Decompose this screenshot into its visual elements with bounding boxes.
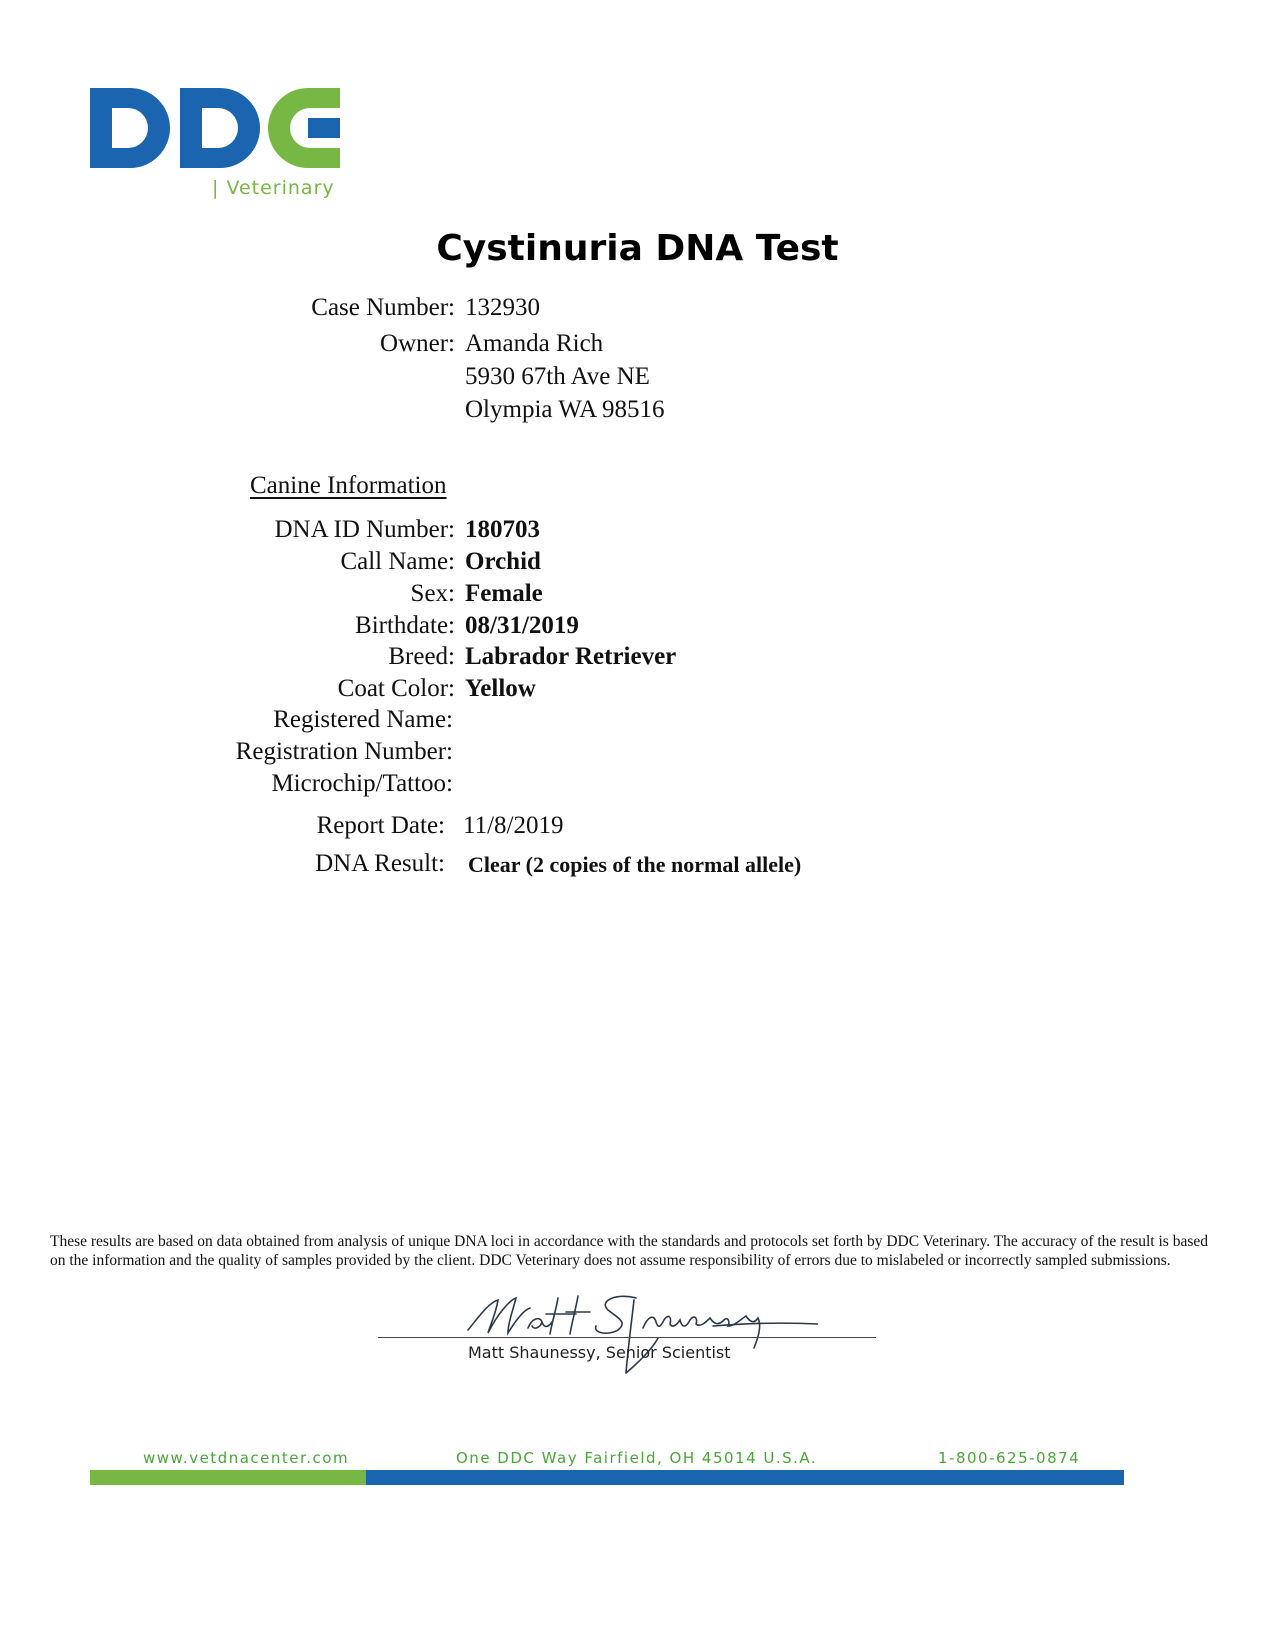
call-name-label: Call Name: — [340, 548, 455, 575]
footer-website: www.vetdnacenter.com — [143, 1449, 350, 1467]
dna-result-value: Clear (2 copies of the normal allele) — [468, 852, 802, 877]
registered-name-label: Registered Name: — [273, 706, 453, 733]
handwritten-signature — [458, 1278, 818, 1383]
sex-label: Sex: — [410, 580, 455, 607]
disclaimer-text: These results are based on data obtained from analysis of unique DNA loci in accordance with the standards and protocols set forth by DDC Veterinary. The accuracy of the result is based on the information and the quality of samples provided by the client. DDC Veterinary does not assume responsibility of errors due to mislabeled or incorrectly sampled submissions. — [50, 1233, 1208, 1269]
footer-bar-blue — [366, 1470, 1124, 1485]
sex-value: Female — [465, 580, 543, 607]
case-number-label: Case Number: — [311, 294, 455, 321]
dna-id-value: 180703 — [465, 516, 540, 543]
owner-label: Owner: — [380, 330, 455, 357]
breed-value: Labrador Retriever — [465, 643, 677, 670]
owner-address-line1: 5930 67th Ave NE — [465, 363, 650, 390]
footer-bar-green — [90, 1470, 366, 1485]
signature-line — [378, 1337, 876, 1338]
signer-name-title: Matt Shaunessy, Senior Scientist — [468, 1343, 731, 1362]
call-name-value: Orchid — [465, 548, 541, 575]
breed-label: Breed: — [388, 643, 455, 670]
coat-color-label: Coat Color: — [337, 675, 455, 702]
birthdate-label: Birthdate: — [355, 612, 455, 639]
microchip-tattoo-label: Microchip/Tattoo: — [271, 770, 453, 797]
dna-result-label: DNA Result: — [315, 850, 445, 877]
page-title: Cystinuria DNA Test — [436, 228, 839, 269]
footer-address: One DDC Way Fairfield, OH 45014 U.S.A. — [456, 1449, 818, 1467]
case-number-value: 132930 — [465, 294, 540, 321]
report-date-value: 11/8/2019 — [463, 812, 564, 839]
dna-id-label: DNA ID Number: — [274, 516, 455, 543]
owner-name: Amanda Rich — [465, 330, 604, 357]
birthdate-value: 08/31/2019 — [465, 612, 579, 639]
canine-information-heading: Canine Information — [250, 472, 447, 499]
owner-address-line2: Olympia WA 98516 — [465, 396, 665, 423]
coat-color-value: Yellow — [465, 675, 536, 702]
report-date-label: Report Date: — [316, 812, 445, 839]
logo-subtitle: | Veterinary — [212, 177, 335, 199]
registration-number-label: Registration Number: — [235, 738, 453, 765]
footer-phone: 1-800-625-0874 — [938, 1449, 1081, 1467]
